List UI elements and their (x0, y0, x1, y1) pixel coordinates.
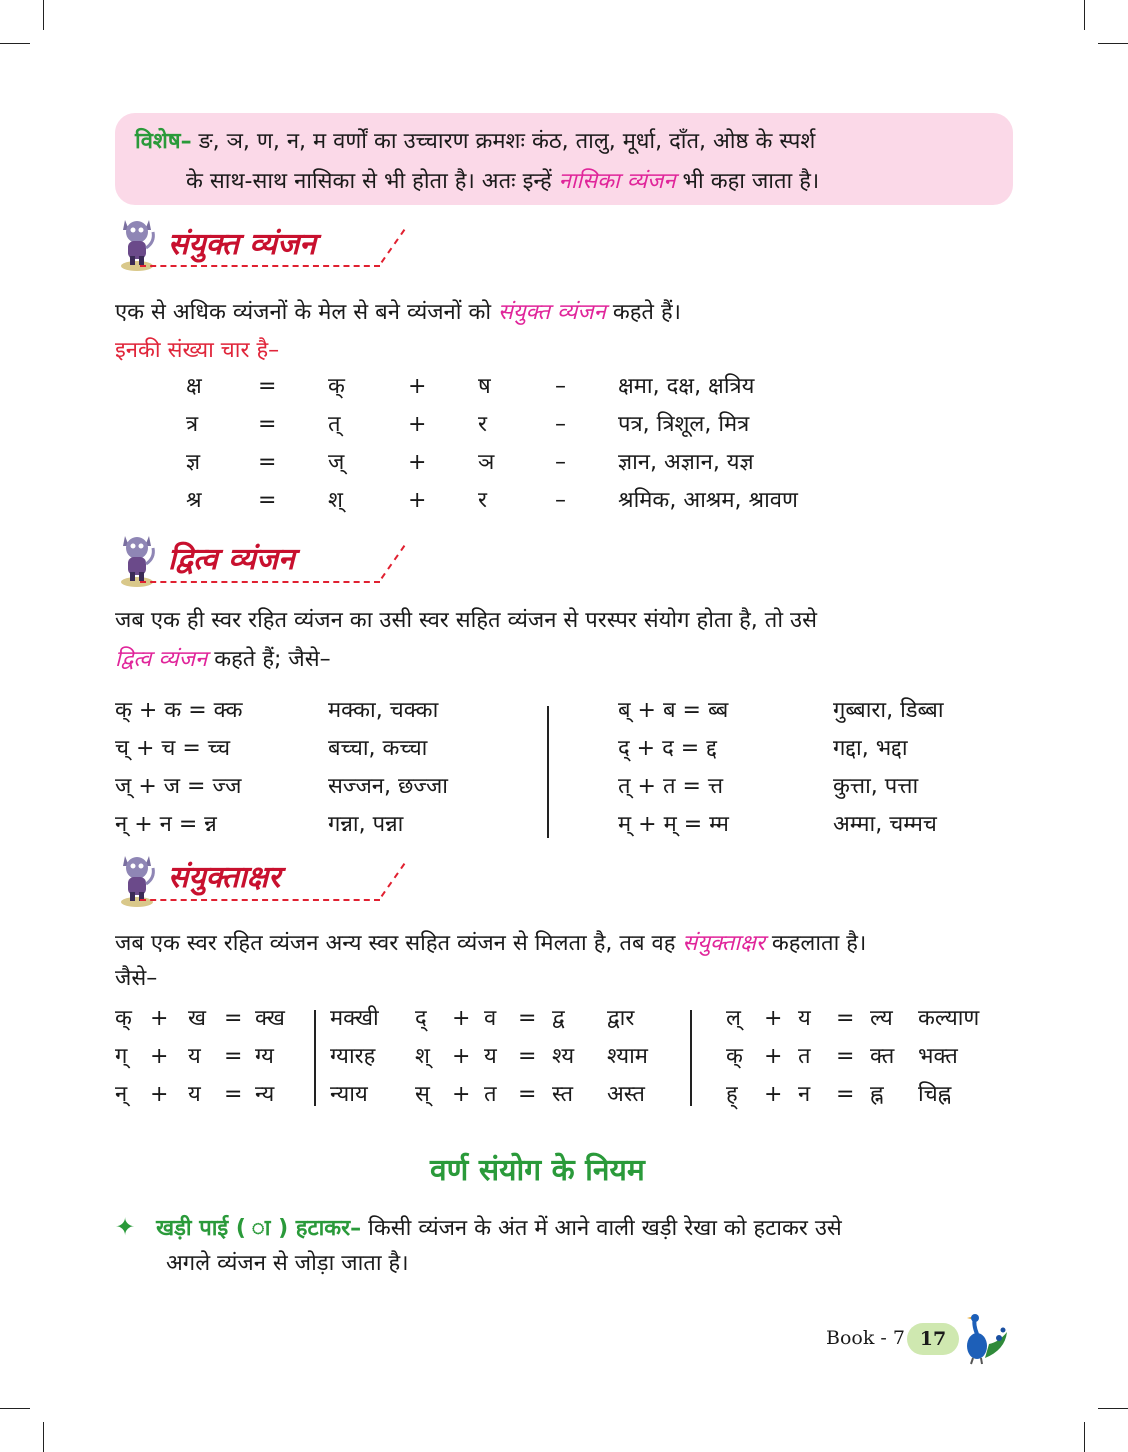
table-cell: कल्याण (918, 1006, 980, 1031)
table-cell: = (258, 450, 277, 475)
section1-highlight: संयुक्त व्यंजन (498, 300, 606, 325)
formula: द् + द = द्द (618, 736, 717, 761)
table-cell: = (836, 1082, 855, 1107)
table-cell: + (408, 488, 427, 513)
examples: मक्का, चक्का (328, 698, 439, 723)
table-cell: न्य (255, 1082, 275, 1107)
table-cell: य (188, 1044, 201, 1069)
formula: ब् + ब = ब्ब (618, 698, 729, 723)
section2-highlight: द्वित्व व्यंजन (115, 647, 208, 672)
table-cell: + (150, 1006, 169, 1031)
note-text-2a: के साथ-साथ नासिका से भी होता है। अतः इन्हें (186, 169, 552, 194)
note-line-2 (186, 167, 819, 197)
table-cell: क्षमा, दक्ष, क्षत्रिय (618, 374, 755, 399)
crop-mark (1084, 1422, 1085, 1452)
table-cell: + (408, 450, 427, 475)
table-cell: + (150, 1082, 169, 1107)
table-cell: श्याम (607, 1044, 648, 1069)
table-cell: ल् (726, 1006, 741, 1031)
table-cell: = (518, 1006, 537, 1031)
table-cell: र (478, 488, 487, 513)
rule-text-1: किसी व्यंजन के अंत में आने वाली खड़ी रेखा को हटाकर उसे (368, 1216, 842, 1241)
table-cell: न् (115, 1082, 128, 1107)
table-cell: + (764, 1044, 783, 1069)
table-cell: – (555, 488, 566, 513)
crop-mark (43, 0, 44, 30)
table-cell: क्त (870, 1044, 895, 1069)
table-cell: = (258, 374, 277, 399)
table-cell: क् (328, 374, 345, 399)
section3-highlight: संयुक्ताक्षर (682, 931, 765, 956)
formula: च् + च = च्च (115, 736, 231, 761)
table-cell: द् (415, 1006, 427, 1031)
table-cell: श्र (186, 488, 202, 513)
rule-item (115, 1212, 842, 1244)
column-divider (547, 706, 549, 838)
table-cell: ह्न (870, 1082, 884, 1107)
table-cell: ष (478, 374, 491, 399)
table-cell: क्ख (255, 1006, 285, 1031)
examples: कुत्ता, पत्ता (833, 774, 919, 799)
table-cell: = (224, 1044, 243, 1069)
section1-para-a: एक से अधिक व्यंजनों के मेल से बने व्यंजनों को (115, 300, 492, 325)
table-cell: – (555, 412, 566, 437)
rule-label: खड़ी पाई ( ा ) हटाकर– (156, 1216, 362, 1241)
table-cell: + (764, 1082, 783, 1107)
table-cell: भक्त (918, 1044, 958, 1069)
note-text-1: ङ, ञ, ण, न, म वर्णों का उच्चारण क्रमशः कंठ, तालु, मूर्धा, दाँत, ओष्ठ के स्पर्श (198, 129, 816, 154)
table-cell: द्व (552, 1006, 565, 1031)
examples: अम्मा, चम्मच (833, 812, 937, 837)
table-cell: = (518, 1082, 537, 1107)
table-cell: = (224, 1006, 243, 1031)
table-cell: श्रमिक, आश्रम, श्रावण (618, 488, 798, 513)
table-cell: स् (415, 1082, 430, 1107)
table-cell: चिह्न (918, 1082, 952, 1107)
table-cell: + (408, 374, 427, 399)
heading-slash (381, 863, 406, 897)
examples: गन्ना, पन्ना (328, 812, 404, 837)
table-cell: स्त (552, 1082, 574, 1107)
table-cell: क् (726, 1044, 743, 1069)
table-cell: ग्यारह (330, 1044, 376, 1069)
section2-paragraph-line1: जब एक ही स्वर रहित व्यंजन का उसी स्वर सहित व्यंजन से परस्पर संयोग होता है, तो उसे (115, 608, 817, 633)
formula: म् + म् = म्म (618, 812, 729, 837)
table-cell: मक्खी (330, 1006, 379, 1031)
note-highlight: नासिका व्यंजन (558, 169, 676, 194)
section3-para-b: कहलाता है। (771, 931, 867, 956)
table-cell: त्र (186, 412, 199, 437)
rules-title: वर्ण संयोग के नियम (430, 1153, 645, 1188)
table-cell: + (150, 1044, 169, 1069)
crop-mark (43, 1422, 44, 1452)
table-cell: ख (188, 1006, 206, 1031)
table-cell: त (484, 1082, 497, 1107)
table-cell: द्वार (607, 1006, 635, 1031)
column-divider (314, 1010, 316, 1106)
table-cell: ज् (328, 450, 345, 475)
crop-mark (1084, 0, 1085, 30)
formula: ज् + ज = ज्ज (115, 774, 242, 799)
formula: त् + त = त्त (618, 774, 724, 799)
crop-mark (0, 1408, 30, 1409)
examples: बच्चा, कच्चा (328, 736, 428, 761)
table-cell: य (188, 1082, 201, 1107)
table-cell: त् (328, 412, 341, 437)
heading-underline (140, 581, 380, 583)
heading-underline (140, 899, 380, 901)
table-cell: य (484, 1044, 497, 1069)
note-line-1 (135, 127, 815, 157)
table-cell: + (408, 412, 427, 437)
table-cell: = (836, 1006, 855, 1031)
table-cell: त (798, 1044, 811, 1069)
examples: सज्जन, छज्जा (328, 774, 449, 799)
table-cell: ग्य (255, 1044, 274, 1069)
section1-para-b: कहते हैं। (612, 300, 681, 325)
section2-heading: द्वित्व व्यंजन (168, 542, 295, 577)
note-text-2b: भी कहा जाता है। (682, 169, 820, 194)
table-cell: + (764, 1006, 783, 1031)
table-cell: – (555, 450, 566, 475)
table-cell: क् (115, 1006, 132, 1031)
formula: क् + क = क्क (115, 698, 243, 723)
table-cell: य (798, 1006, 811, 1031)
table-cell: न (798, 1082, 811, 1107)
table-cell: ज्ञान, अज्ञान, यज्ञ (618, 450, 754, 475)
table-cell: पत्र, त्रिशूल, मित्र (618, 412, 750, 437)
column-divider (690, 1010, 692, 1106)
section2-paragraph-line2 (115, 645, 331, 675)
section3-para-a: जब एक स्वर रहित व्यंजन अन्य स्वर सहित व्यंजन से मिलता है, तब वह (115, 931, 676, 956)
bullet-icon: ✦ (115, 1213, 136, 1241)
section1-count-line: इनकी संख्या चार है– (115, 338, 280, 363)
section3-heading: संयुक्ताक्षर (168, 860, 281, 895)
table-cell: = (258, 412, 277, 437)
table-cell: व (484, 1006, 497, 1031)
note-label: विशेष– (135, 129, 192, 154)
table-cell: + (452, 1082, 471, 1107)
footer-book-label: Book - 7 (826, 1327, 905, 1349)
table-cell: ह् (726, 1082, 738, 1107)
heading-slash (381, 229, 406, 263)
heading-underline (140, 265, 380, 267)
crop-mark (1098, 1408, 1128, 1409)
section3-paragraph-line2: जैसे– (115, 966, 158, 991)
table-cell: श् (328, 488, 343, 513)
examples: गद्दा, भद्दा (833, 736, 908, 761)
table-cell: ज्ञ (186, 450, 201, 475)
table-cell: = (224, 1082, 243, 1107)
page-number: 17 (907, 1323, 959, 1355)
table-cell: अस्त (607, 1082, 645, 1107)
crop-mark (0, 43, 30, 44)
table-cell: र (478, 412, 487, 437)
table-cell: ञ (478, 450, 495, 475)
table-cell: श् (415, 1044, 430, 1069)
rule-text-2: अगले व्यंजन से जोड़ा जाता है। (166, 1251, 409, 1276)
heading-slash (381, 545, 406, 579)
section1-paragraph (115, 298, 681, 328)
table-cell: न्याय (330, 1082, 368, 1107)
table-cell: क्ष (186, 374, 202, 399)
examples: गुब्बारा, डिब्बा (833, 698, 944, 723)
table-cell: + (452, 1006, 471, 1031)
crop-mark (1098, 43, 1128, 44)
section1-heading: संयुक्त व्यंजन (168, 227, 316, 262)
table-cell: = (836, 1044, 855, 1069)
table-cell: ग् (115, 1044, 128, 1069)
table-cell: – (555, 374, 566, 399)
table-cell: + (452, 1044, 471, 1069)
section3-paragraph (115, 929, 866, 959)
table-cell: श्य (552, 1044, 575, 1069)
formula: न् + न = न्न (115, 812, 217, 837)
table-cell: = (258, 488, 277, 513)
section2-para-b: कहते हैं; जैसे– (214, 647, 331, 672)
table-cell: ल्य (870, 1006, 893, 1031)
peacock-icon (955, 1310, 1011, 1366)
table-cell: = (518, 1044, 537, 1069)
